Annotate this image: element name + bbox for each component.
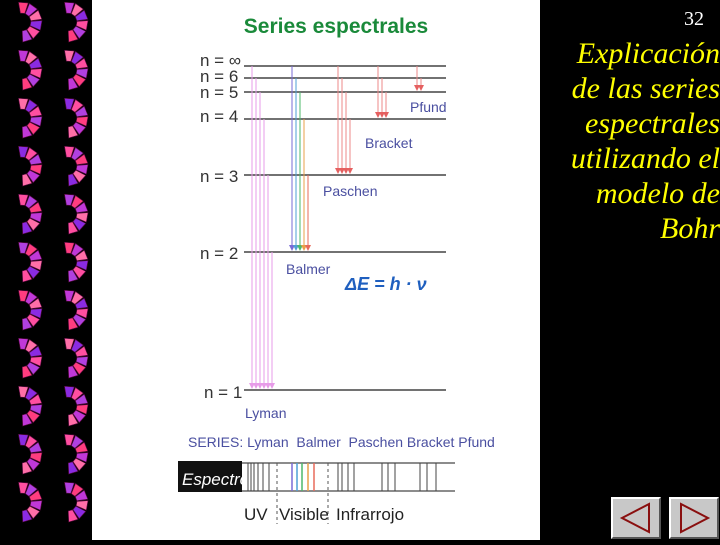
bracket-arrowheads <box>375 112 389 118</box>
region-visible: Visible <box>279 505 329 524</box>
transition-arrows <box>249 66 424 389</box>
decorative-swirl <box>65 482 89 522</box>
level-label-2: n = 2 <box>200 244 239 263</box>
region-infrared: Infrarrojo <box>336 505 405 524</box>
decorative-swirl <box>19 194 43 234</box>
slide-title-line: de las series <box>571 72 720 105</box>
decorative-swirl <box>19 2 43 42</box>
spectrum-lines-ir <box>338 463 436 491</box>
level-label-4: n = 4 <box>200 107 239 126</box>
previous-slide-button[interactable] <box>611 497 661 539</box>
decorative-border <box>0 0 92 540</box>
decorative-swirl <box>65 290 89 330</box>
lyman-arrowheads <box>249 383 275 389</box>
level-label-inf: n = ∞ <box>200 51 241 70</box>
decorative-swirl <box>19 50 43 90</box>
decorative-swirl <box>65 2 89 42</box>
level-label-5: n = 5 <box>200 83 239 102</box>
decorative-swirl <box>19 242 43 282</box>
label-balmer: Balmer <box>286 261 331 277</box>
arrow-left-icon <box>613 499 659 537</box>
spectrum-label: Espectro <box>182 470 250 489</box>
decorative-swirl <box>65 434 89 474</box>
decorative-swirl <box>19 98 43 138</box>
label-paschen: Paschen <box>323 183 378 199</box>
decorative-swirl <box>65 242 89 282</box>
pfund-arrows <box>417 66 421 88</box>
diagram-panel <box>92 0 540 540</box>
decorative-swirl <box>65 146 89 186</box>
level-label-3: n = 3 <box>200 167 239 186</box>
decorative-swirl <box>19 386 43 426</box>
next-slide-button[interactable] <box>669 497 719 539</box>
decorative-swirl <box>65 50 89 90</box>
slide-number: 32 <box>684 8 704 30</box>
decorative-swirl <box>19 434 43 474</box>
arrow-right-icon <box>671 499 717 537</box>
slide-title-line: espectrales <box>585 107 720 140</box>
label-bracket: Bracket <box>365 135 413 151</box>
decorative-swirl <box>65 386 89 426</box>
decorative-swirl <box>65 338 89 378</box>
decorative-swirl <box>19 338 43 378</box>
slide-title-line: Explicación <box>576 37 720 70</box>
energy-level-diagram <box>92 0 540 540</box>
decorative-swirl <box>65 98 89 138</box>
spectrum-lines-uv <box>248 463 269 491</box>
level-label-6: n = 6 <box>200 67 239 86</box>
label-lyman: Lyman <box>245 405 287 421</box>
balmer-arrows <box>292 66 308 248</box>
lyman-arrows <box>252 66 272 386</box>
equation: ΔE = h · ν <box>345 274 427 294</box>
paschen-arrowheads <box>335 168 353 174</box>
slide-title <box>530 36 720 246</box>
label-pfund: Pfund <box>410 99 447 115</box>
diagram-title: Series espectrales <box>243 15 429 38</box>
bracket-arrows <box>378 66 386 115</box>
decorative-swirl <box>65 194 89 234</box>
slide-title-line: utilizando el <box>570 142 720 175</box>
level-label-1: n = 1 <box>204 383 243 402</box>
series-row: SERIES: Lyman Balmer Paschen Bracket Pfund <box>188 434 495 450</box>
slide-title-line: modelo de <box>595 177 720 210</box>
region-uv: UV <box>244 505 268 524</box>
decorative-swirl <box>19 482 43 522</box>
pfund-arrowheads <box>414 85 424 91</box>
decorative-swirl <box>19 146 43 186</box>
balmer-arrowheads <box>289 245 311 251</box>
spectrum-lines-visible <box>292 463 314 491</box>
slide-title-line: Bohr <box>660 212 720 245</box>
decorative-swirl <box>19 290 43 330</box>
